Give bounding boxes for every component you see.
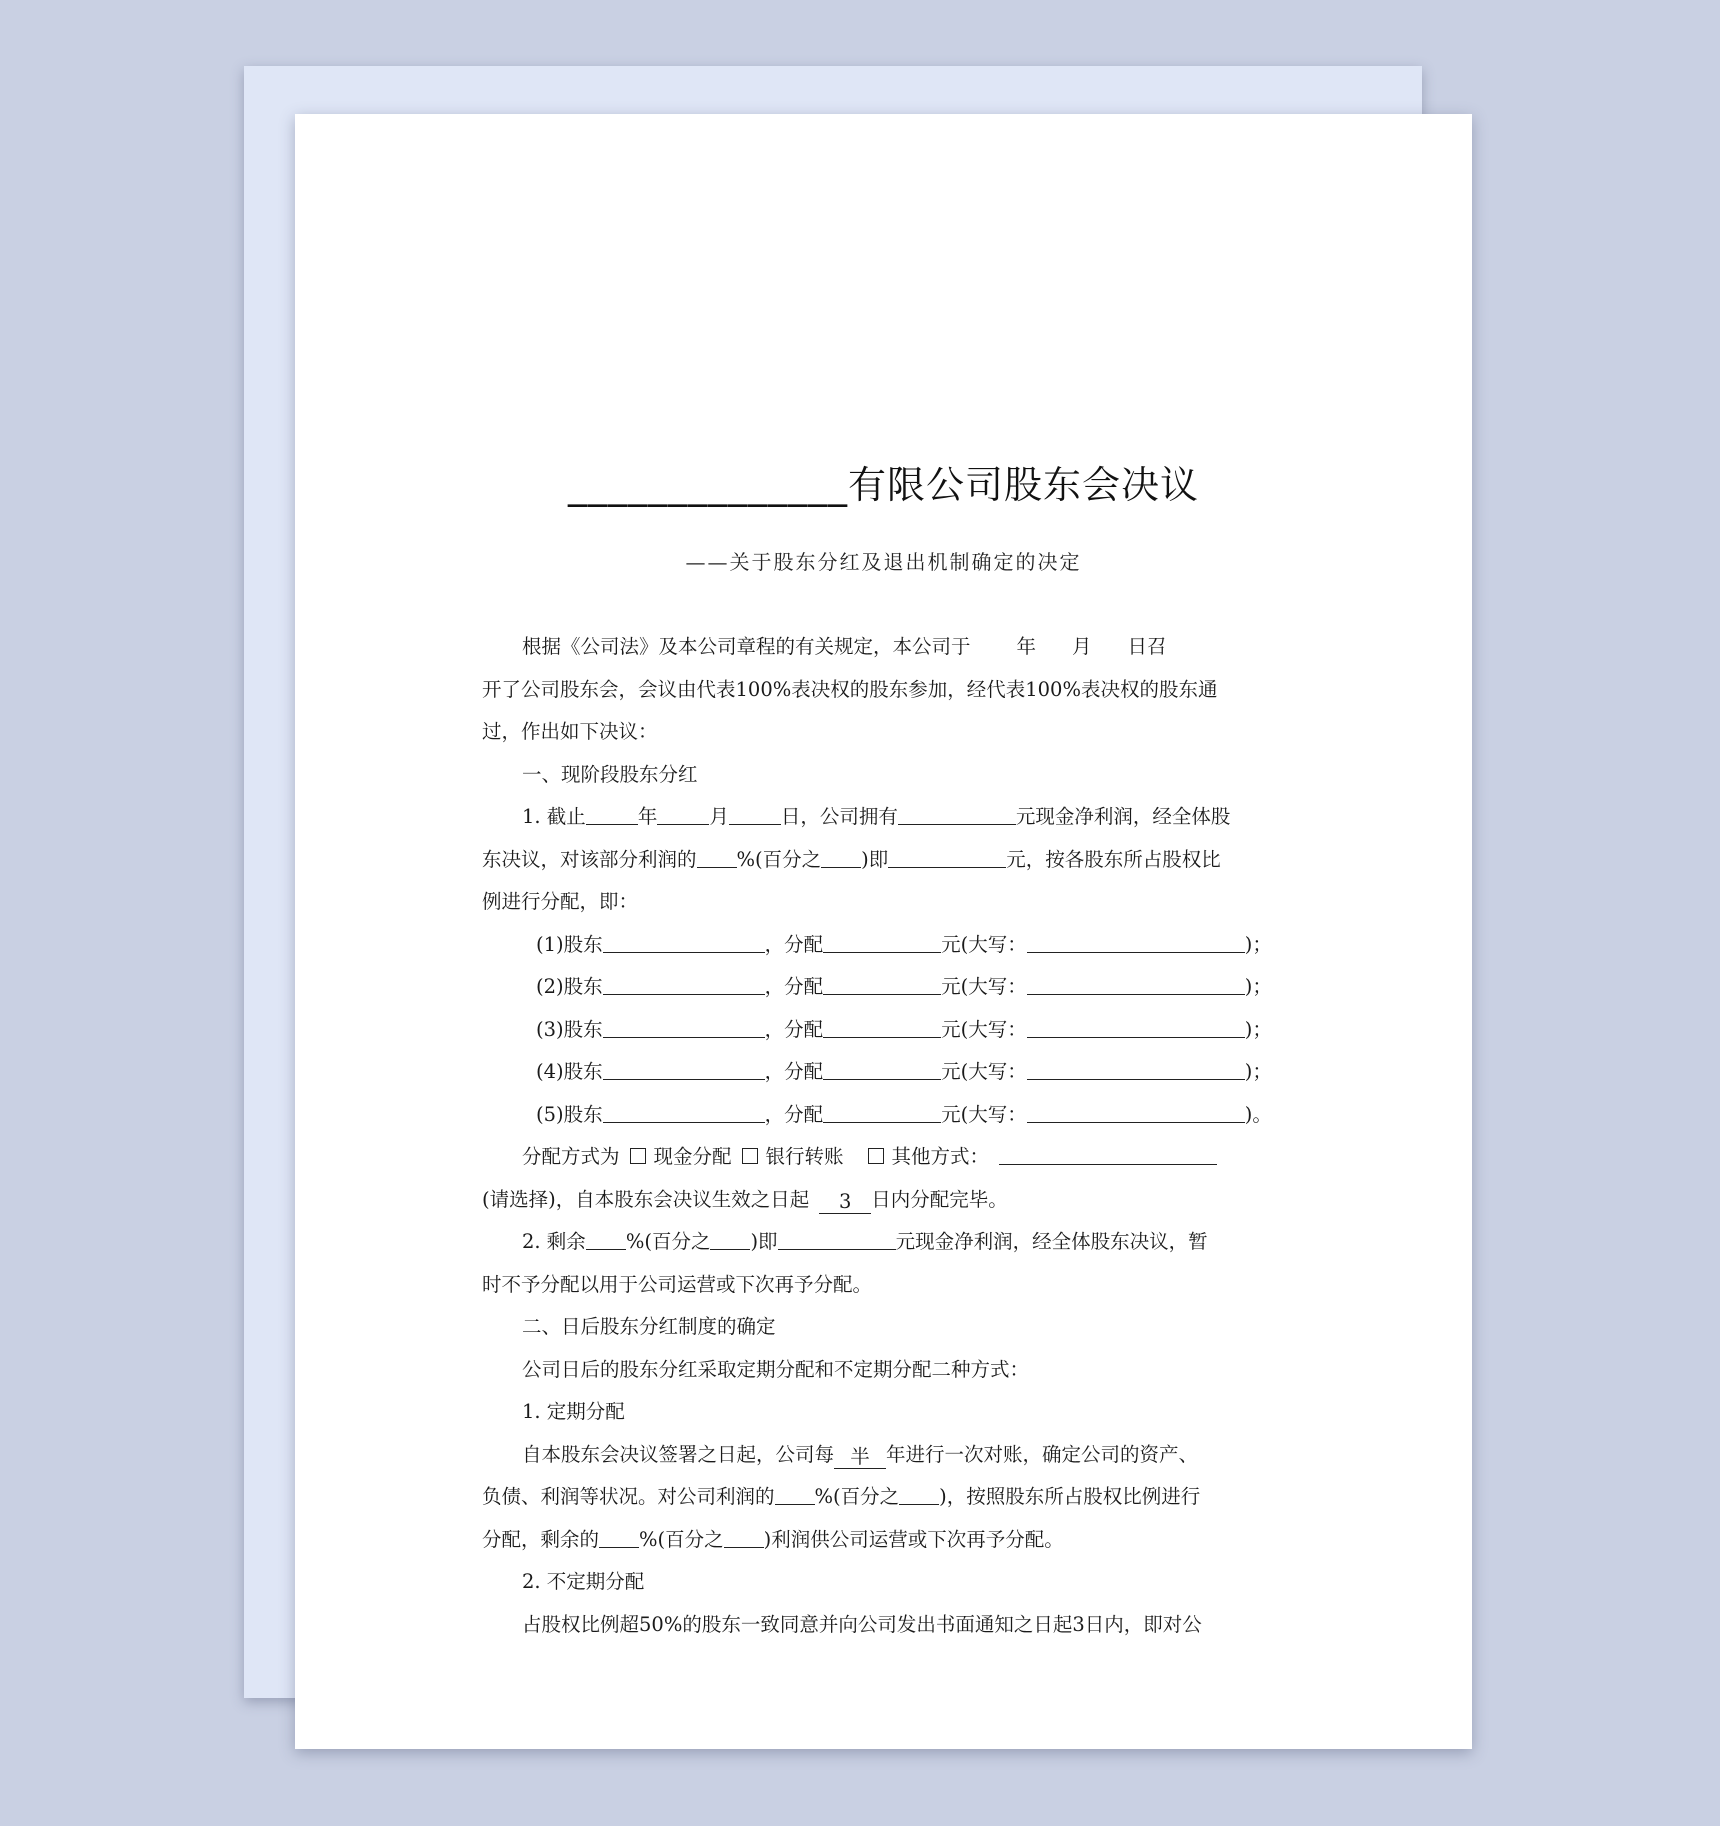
text: 元(大写： [941, 975, 1027, 998]
text: )即 [861, 847, 889, 871]
intro-line-1 [482, 626, 1302, 669]
section-1-p1-line-3: 例进行分配，即： [482, 890, 639, 913]
blank-field[interactable] [778, 1227, 896, 1250]
document-body [482, 626, 1302, 1646]
intro-text: 根据《公司法》及本公司章程的有关规定，本公司于 [522, 635, 971, 658]
text: 年进行一次对账，确定公司的资产、 [886, 1442, 1199, 1466]
text: ，分配 [764, 1060, 824, 1083]
text: ，分配 [764, 1017, 824, 1041]
blank-field[interactable] [899, 1482, 939, 1505]
text: 现金分配 [653, 1145, 732, 1168]
intro-year-label: 年 [1016, 635, 1037, 658]
blank-field[interactable] [729, 802, 781, 825]
distribution-method-line [482, 1136, 1302, 1179]
section-2-sub-1: 1. 定期分配 [522, 1400, 625, 1423]
blank-field[interactable] [657, 802, 709, 825]
blank-field[interactable] [1027, 930, 1245, 953]
blank-field[interactable] [603, 972, 765, 995]
blank-field[interactable] [603, 1057, 765, 1080]
blank-field[interactable] [823, 1057, 941, 1080]
blank-field[interactable] [823, 930, 941, 953]
section-2-sub-1-line-3 [482, 1519, 1302, 1562]
text: %(百分之 [639, 1527, 724, 1551]
text: )即 [750, 1230, 778, 1253]
text: 东决议，对该部分利润的 [482, 847, 697, 871]
days-field[interactable]: 3 [819, 1191, 871, 1214]
text: 分配，剩余的 [482, 1527, 600, 1551]
other-method-field[interactable] [999, 1142, 1217, 1165]
checkbox-other[interactable] [868, 1148, 884, 1164]
text: 元(大写： [941, 1017, 1027, 1041]
text: (请选择)，自本股东会决议生效之日起 [482, 1187, 810, 1211]
text: 其他方式： [891, 1145, 990, 1168]
text: )； [1244, 932, 1272, 956]
section-2-intro: 公司日后的股东分红采取定期分配和不定期分配二种方式： [522, 1357, 1030, 1381]
blank-field[interactable] [1027, 972, 1245, 995]
checkbox-bank-transfer[interactable] [742, 1148, 758, 1164]
text: 负债、利润等状况。对公司利润的 [482, 1485, 775, 1508]
blank-field[interactable] [599, 1525, 639, 1548]
section-2-sub-2: 2. 不定期分配 [522, 1570, 645, 1593]
text: %(百分之 [625, 1230, 711, 1253]
section-1-p1-line-1 [482, 796, 1302, 839]
text: (2)股东 [536, 975, 603, 998]
text: 元(大写： [941, 1060, 1027, 1083]
shareholder-row [482, 1051, 1302, 1094]
text: (3)股东 [536, 1017, 603, 1041]
text: 元(大写： [941, 1102, 1027, 1126]
shareholder-row [482, 1009, 1302, 1052]
intro-line-2: 开了公司股东会，会议由代表100%表决权的股东参加，经代表100%表决权的股东通 [482, 677, 1218, 701]
text: (1)股东 [536, 932, 603, 956]
intro-line-3: 过，作出如下决议： [482, 720, 658, 743]
section-2-sub-2-text: 占股权比例超50%的股东一致同意并向公司发出书面通知之日起3日内，即对公 [522, 1612, 1202, 1636]
text: 元，按各股东所占股权比 [1006, 847, 1221, 871]
document-page [295, 114, 1472, 1749]
section-1-heading: 一、现阶段股东分红 [522, 762, 698, 786]
section-2-sub-1-line-2 [482, 1476, 1302, 1519]
checkbox-cash[interactable] [630, 1148, 646, 1164]
text: 月 [709, 805, 729, 828]
blank-field[interactable] [823, 972, 941, 995]
text: )； [1244, 1060, 1272, 1083]
blank-field[interactable] [823, 1100, 941, 1123]
text: )，按照股东所占股权比例进行 [939, 1485, 1201, 1508]
shareholder-row [482, 924, 1302, 967]
blank-field[interactable] [586, 1227, 626, 1250]
text: 元现金净利润，经全体股东决议，暂 [895, 1230, 1208, 1253]
text: )； [1244, 1017, 1272, 1041]
blank-field[interactable] [1027, 1100, 1245, 1123]
blank-field[interactable] [1027, 1015, 1245, 1038]
intro-day-label: 日召 [1127, 635, 1167, 658]
text: 元现金净利润，经全体股 [1015, 805, 1231, 828]
blank-field[interactable] [603, 1100, 765, 1123]
text: %(百分之 [814, 1485, 900, 1508]
blank-field[interactable] [1027, 1057, 1245, 1080]
text: )； [1244, 975, 1272, 998]
section-2-sub-1-line-1 [482, 1434, 1302, 1477]
blank-field[interactable] [710, 1227, 750, 1250]
text: (5)股东 [536, 1102, 603, 1126]
text: (4)股东 [536, 1060, 603, 1083]
page-title: ______________有限公司股东会决议 [567, 463, 1199, 507]
text: ，分配 [764, 1102, 824, 1126]
text: )利润供公司运营或下次再予分配。 [763, 1527, 1064, 1551]
text: 2. 剩余 [522, 1230, 586, 1253]
period-field[interactable]: 半 [834, 1446, 886, 1469]
text: 1. 截止 [522, 805, 586, 828]
blank-field[interactable] [603, 930, 765, 953]
text: 自本股东会决议签署之日起，公司每 [522, 1442, 835, 1466]
blank-field[interactable] [586, 802, 638, 825]
blank-field[interactable] [697, 845, 737, 868]
text: 银行转账 [765, 1145, 844, 1168]
text: 元(大写： [941, 932, 1027, 956]
text: )。 [1244, 1102, 1272, 1126]
text: 日，公司拥有 [780, 805, 898, 828]
distribution-method-line-2 [482, 1179, 1302, 1222]
blank-field[interactable] [603, 1015, 765, 1038]
shareholder-row [482, 1094, 1302, 1137]
text: ，分配 [764, 932, 824, 956]
blank-field[interactable] [823, 1015, 941, 1038]
text: 年 [637, 805, 658, 828]
blank-field[interactable] [775, 1482, 815, 1505]
text: %(百分之 [736, 847, 822, 871]
blank-field[interactable] [821, 845, 861, 868]
text: ，分配 [764, 975, 824, 998]
shareholder-row [482, 966, 1302, 1009]
section-1-p2-line-1 [482, 1221, 1302, 1264]
intro-month-label: 月 [1072, 635, 1092, 658]
section-2-heading: 二、日后股东分红制度的确定 [522, 1315, 776, 1338]
text: 日内分配完毕。 [871, 1187, 1008, 1211]
blank-field[interactable] [888, 845, 1006, 868]
section-1-p2-line-2: 时不予分配以用于公司运营或下次再予分配。 [482, 1272, 873, 1296]
blank-field[interactable] [898, 802, 1016, 825]
text: 分配方式为 [522, 1145, 620, 1168]
section-1-p1-line-2 [482, 839, 1302, 882]
blank-field[interactable] [724, 1525, 764, 1548]
page-subtitle: ——关于股东分红及退出机制确定的决定 [685, 550, 1082, 574]
